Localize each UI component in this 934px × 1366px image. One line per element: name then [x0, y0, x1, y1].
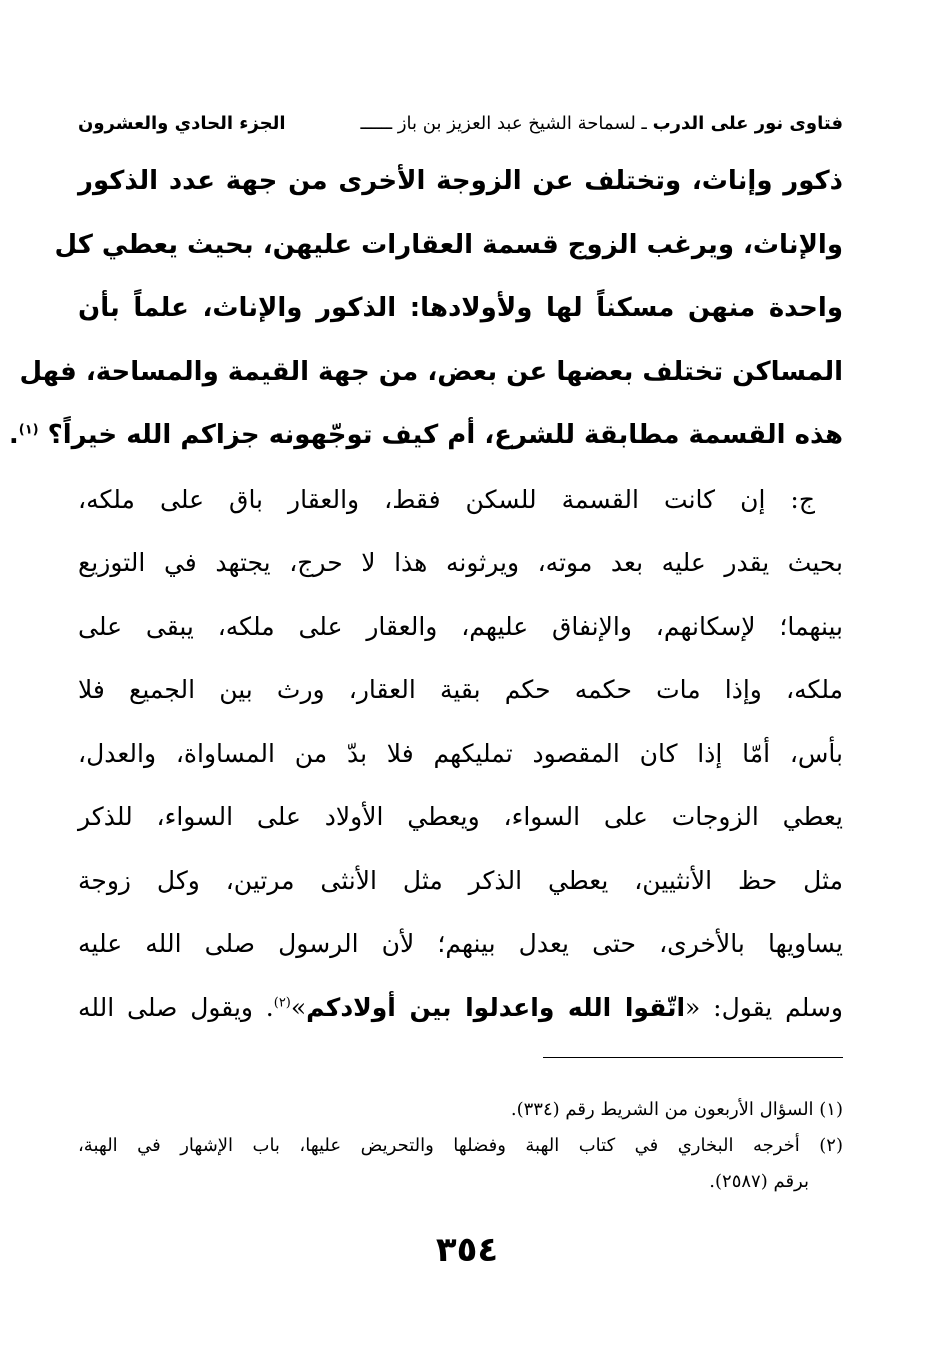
- answer-line: بأس، أمّا إذا كان المقصود تمليكهم فلا بدّ من المساواة، والعدل،: [78, 738, 843, 768]
- answer-line: مثل حظ الأنثيين، يعطي الذكر مثل الأنثى مرتين، وكل زوجة: [78, 865, 843, 895]
- question-end-mark: .: [8, 420, 19, 450]
- answer-line: يعطي الزوجات على السواء، ويعطي الأولاد على السواء، للذكر: [78, 802, 843, 831]
- footnote-1: (١) السؤال الأربعون من الشريط رقم (٣٣٤).: [510, 1099, 843, 1120]
- footnote-ref-2: (٢): [273, 995, 291, 1011]
- answer-suffix: . ويقول صلى الله: [78, 992, 274, 1022]
- footnotes: [78, 1092, 843, 1200]
- quote-close: »: [290, 992, 307, 1022]
- answer-line: بينهما؛ لإسكانهم، والإنفاق عليهم، والعقار على ملكه، يبقى على: [78, 611, 843, 641]
- part-label: الجزء الحادي والعشرون: [78, 112, 286, 134]
- body-text: [8, 150, 843, 1039]
- answer-last-line: [78, 976, 843, 1040]
- hadith-quote: اتّقوا الله واعدلوا بين أولادكم: [306, 992, 686, 1022]
- question-line: واحدة منهن مسكناً لها ولأولادها: الذكور والإناث، علماً بأن: [78, 293, 843, 323]
- book-title: فتاوى نور على الدرب: [652, 112, 843, 134]
- answer-line: ملكه، وإذا مات حكمه حكم بقية العقار، ورث بين الجميع فلا: [78, 675, 843, 704]
- footnote-2-continuation: برقم (٢٥٨٧).: [709, 1171, 809, 1192]
- question-line: المساكن تختلف بعضها عن بعض، من جهة القيمة والمساحة، فهل: [19, 356, 843, 387]
- question-line: هذه القسمة مطابقة للشرع، أم كيف توجّهونه جزاكم الله خيراً؟: [47, 420, 843, 450]
- question-line: ذكور وإناث، وتختلف عن الزوجة الأخرى من جهة عدد الذكور: [78, 166, 843, 196]
- author-name: ـ لسماحة الشيخ عبد العزيز بن باز ــــــ: [360, 112, 647, 134]
- header-left-group: [361, 113, 844, 134]
- answer-prefix: وسلم يقول: «: [685, 992, 843, 1022]
- question-last-line: [8, 404, 843, 468]
- answer-line: يساويها بالأخرى، حتى يعدل بينهم؛ لأن الرسول صلى الله عليه: [78, 929, 843, 958]
- question-line: والإناث، ويرغب الزوج قسمة العقارات عليهن، بحيث يعطي كل: [54, 229, 843, 260]
- footnote-2: (٢) أخرجه البخاري في كتاب الهبة وفضلها والتحريض عليها، باب الإشهار في الهبة،: [78, 1135, 843, 1156]
- footnote-separator: [543, 1057, 843, 1058]
- answer-line: ج: إن كانت القسمة للسكن فقط، والعقار باق على ملكه،: [78, 484, 815, 514]
- footnote-ref-1: (١): [18, 422, 39, 438]
- running-header: [78, 106, 843, 140]
- page-number: ٣٥٤: [435, 1230, 499, 1270]
- answer-line: بحيث يقدر عليه بعد موته، ويرثونه هذا لا حرج، يجتهد في التوزيع: [78, 548, 843, 577]
